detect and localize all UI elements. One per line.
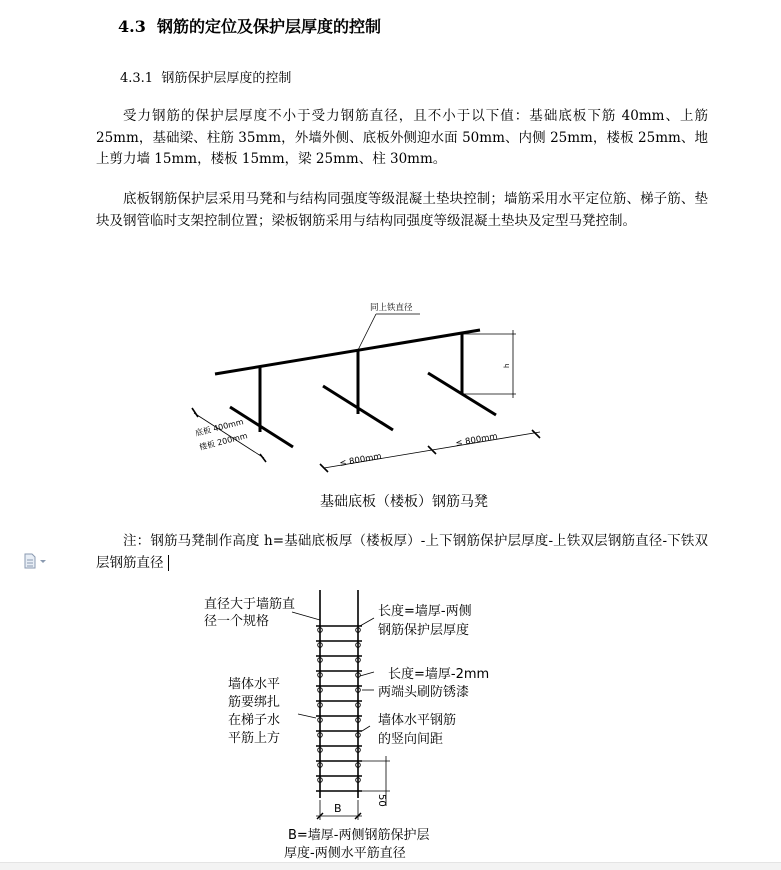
ladder-bar-diagram	[196, 590, 516, 860]
text-cursor	[168, 555, 169, 571]
ladder-label-right-2: 的竖向间距	[378, 732, 444, 747]
paragraph-cover-thickness: 受力钢筋的保护层厚度不小于受力钢筋直径，且不小于以下值：基础底板下筋 40mm、上筋 25mm，基础梁、柱筋 35mm，外墙外侧、底板外侧迎水面 50mm、内侧 25mm，楼板 25mm、地上剪力墙 15mm，楼板 15mm，梁 25mm、柱 30mm。	[96, 108, 708, 167]
ladder-rungs	[316, 626, 362, 791]
ladder-label-left-1: 墙体水平	[228, 677, 281, 692]
document-icon	[25, 554, 35, 568]
subsection-heading	[120, 67, 291, 86]
ladder-label-mid-right-1: 长度=墙厚-2mm	[388, 667, 490, 682]
ladder-label-top-left-1: 直径大于墙筋直	[204, 597, 296, 612]
ladder-caption-2: 厚度-两侧水平筋直径	[284, 846, 406, 860]
document-options-control[interactable]	[22, 553, 52, 569]
ladder-label-left-2: 筋要绑扎	[228, 695, 281, 710]
rebar-chair-diagram	[180, 290, 560, 480]
chair-label-h: h	[503, 363, 511, 368]
ladder-caption-1: B=墙厚-两侧钢筋保护层	[288, 828, 430, 843]
ladder-label-top-left-2: 径一个规格	[204, 614, 270, 629]
ladder-label-left-4: 平筋上方	[228, 731, 281, 746]
ladder-label-left-3: 在梯子水	[228, 713, 281, 728]
chair-label-left-2: 楼板 200mm	[198, 431, 249, 452]
ladder-label-50: 50	[376, 794, 387, 807]
ladder-label-right-1: 墙体水平钢筋	[378, 713, 457, 728]
chair-top-bar	[215, 330, 480, 374]
ladder-label-mid-right-2: 两端头刷防锈漆	[378, 685, 470, 700]
ladder-label-top-right-1: 长度=墙厚-两侧	[378, 604, 472, 619]
chair-dim-1: ≤ 800mm	[338, 451, 383, 469]
paragraph-chair-note: 注：钢筋马凳制作高度 h=基础底板厚（楼板厚）-上下钢筋保护层厚度-上铁双层钢筋直径-下铁双层钢筋直径	[96, 533, 708, 571]
ladder-label-b: B	[334, 802, 342, 815]
chair-dim-2: ≤ 800mm	[454, 431, 499, 449]
section-heading	[118, 14, 381, 37]
chair-label-top: 同上铁直径	[370, 303, 413, 313]
chair-label-left-1: 底板 400mm	[194, 417, 245, 438]
section-number: 4.3	[118, 17, 146, 36]
subsection-title: 钢筋保护层厚度的控制	[161, 71, 292, 86]
figure1-caption: 基础底板（楼板）钢筋马凳	[320, 494, 488, 510]
ladder-label-top-right-2: 钢筋保护层厚度	[378, 623, 470, 638]
ladder-bar-dots	[318, 628, 361, 783]
section-title: 钢筋的定位及保护层厚度的控制	[156, 17, 381, 36]
paragraph-cover-control: 底板钢筋保护层采用马凳和与结构同强度等级混凝土垫块控制；墙筋采用水平定位筋、梯子筋、垫块及钢管临时支架控制位置；梁板钢筋采用与结构同强度等级混凝土垫块及定型马凳控制。	[96, 191, 708, 229]
subsection-number: 4.3.1	[120, 71, 154, 86]
chevron-down-icon	[40, 560, 46, 563]
